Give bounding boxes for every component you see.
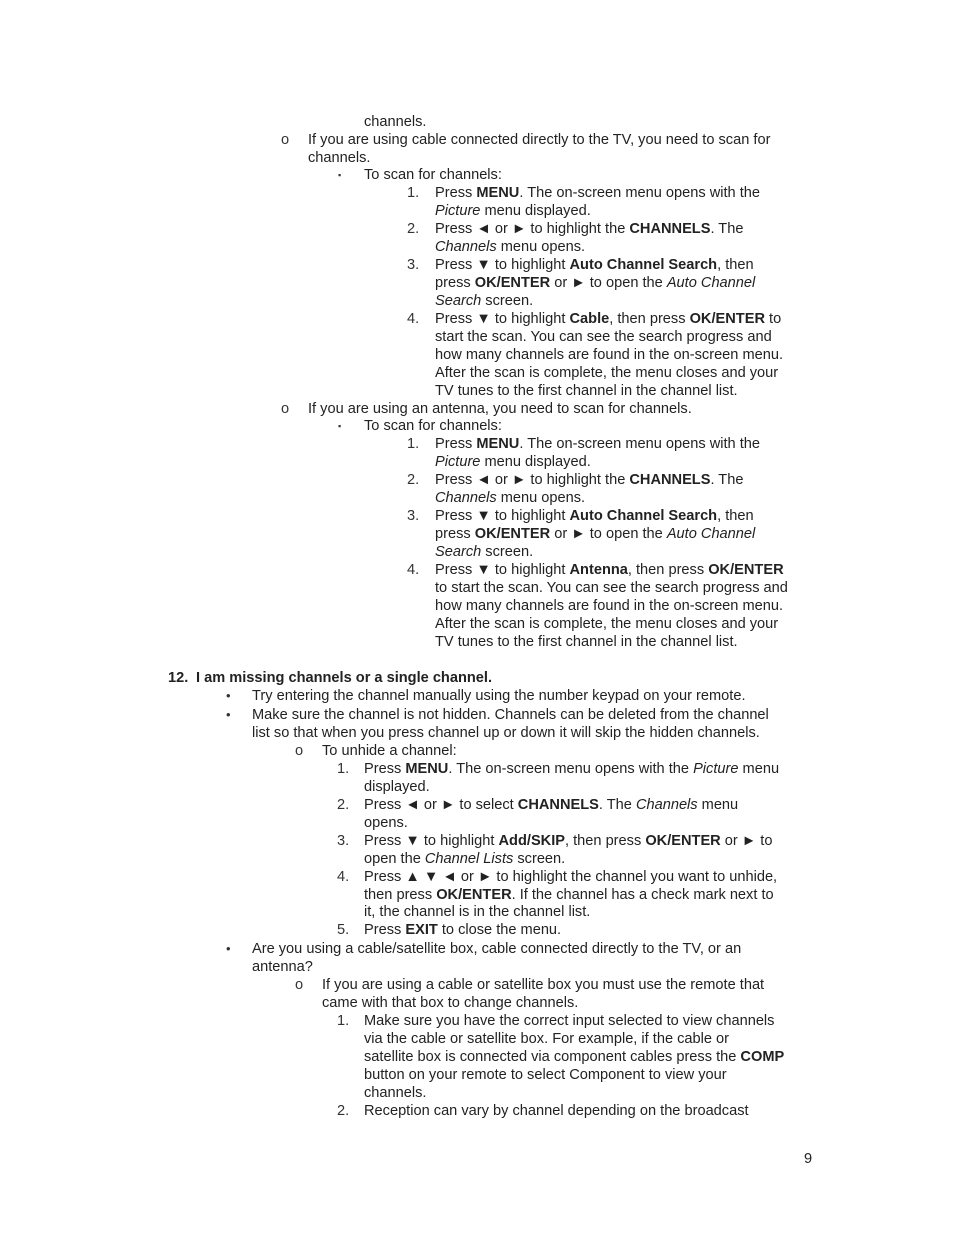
text: TV tunes to the first channel in the channel list.: [435, 383, 738, 399]
list-item-continuation: [0, 903, 954, 921]
text: If you are using an antenna, you need to scan for channels.: [308, 401, 692, 417]
square-bullet-icon: ▪: [338, 421, 342, 431]
text: channels.: [364, 1085, 427, 1101]
list-item-continuation: [0, 525, 954, 543]
text: it, the channel is in the channel list.: [364, 904, 591, 920]
list-number: 2.: [337, 797, 350, 813]
circle-bullet-icon: o: [281, 401, 290, 417]
list-number: 1.: [337, 761, 350, 777]
text: After the scan is complete, the menu closes and your: [435, 616, 779, 632]
list-item-continuation: [0, 328, 954, 346]
list-item-continuation: [0, 1048, 954, 1066]
list-number: 1.: [337, 1013, 350, 1029]
carry-over-line: [0, 113, 954, 131]
list-item: [0, 760, 954, 778]
section-heading: [0, 669, 954, 687]
list-item: [0, 868, 954, 886]
list-item-continuation: [0, 1084, 954, 1102]
bullet-icon: •: [226, 941, 231, 956]
text: To scan for channels:: [364, 418, 502, 434]
list-number: 3.: [407, 257, 420, 273]
list-number: 2.: [337, 1103, 350, 1119]
text: Try entering the channel manually using the number keypad on your remote.: [252, 688, 746, 704]
text: press OK/ENTER or ► to open the Auto Channel: [435, 526, 756, 542]
text: Press ◄ or ► to highlight the CHANNELS. The: [435, 472, 744, 488]
text: Press ◄ or ► to highlight the CHANNELS. The: [435, 221, 744, 237]
list-item: [0, 561, 954, 579]
list-item: [0, 220, 954, 238]
text: opens.: [364, 815, 408, 831]
square-bullet-icon: ▪: [338, 170, 342, 180]
list-item: [0, 166, 954, 184]
text: If you are using a cable or satellite box you must use the remote that: [322, 977, 765, 993]
list-item-continuation: [0, 597, 954, 615]
list-item-continuation: [0, 292, 954, 310]
list-item: [0, 832, 954, 850]
list-item: [0, 310, 954, 328]
page-number: 9: [804, 1151, 813, 1167]
list-number: 4.: [407, 311, 420, 327]
list-item: [0, 435, 954, 453]
circle-bullet-icon: o: [295, 743, 304, 759]
text: open the Channel Lists screen.: [364, 851, 566, 867]
text: Press ▼ to highlight Cable, then press OK/ENTER to: [435, 311, 782, 327]
list-item: [0, 921, 954, 939]
list-item: [0, 417, 954, 435]
text: Press ▲ ▼ ◄ or ► to highlight the channel you want to unhide,: [364, 869, 778, 885]
list-item-continuation: [0, 579, 954, 597]
list-number: 1.: [407, 436, 420, 452]
text: TV tunes to the first channel in the channel list.: [435, 634, 738, 650]
text: Press ▼ to highlight Auto Channel Search, then: [435, 257, 754, 273]
list-number: 3.: [337, 833, 350, 849]
list-item-continuation: [0, 238, 954, 256]
text: channels.: [364, 114, 427, 130]
list-item: [0, 131, 954, 149]
text: Press ◄ or ► to select CHANNELS. The Channels menu: [364, 797, 739, 813]
list-item-continuation: [0, 202, 954, 220]
list-number: 2.: [407, 221, 420, 237]
list-item: [0, 1012, 954, 1030]
text: Press MENU. The on-screen menu opens with the Picture menu: [364, 761, 780, 777]
text: displayed.: [364, 779, 430, 795]
list-item-continuation: [0, 633, 954, 651]
text: Picture menu displayed.: [435, 203, 591, 219]
text: came with that box to change channels.: [322, 995, 579, 1011]
text: Make sure the channel is not hidden. Channels can be deleted from the channel: [252, 707, 769, 723]
list-item: [0, 184, 954, 202]
list-item-continuation: [0, 994, 954, 1012]
text: channels.: [308, 150, 371, 166]
circle-bullet-icon: o: [295, 977, 304, 993]
text: how many channels are found in the on-screen menu.: [435, 598, 784, 614]
list-item: [0, 976, 954, 994]
list-item-continuation: [0, 850, 954, 868]
list-item: [0, 687, 954, 705]
list-item-continuation: [0, 543, 954, 561]
text: Picture menu displayed.: [435, 454, 591, 470]
text: satellite box is connected via component cables press the COMP: [364, 1049, 785, 1065]
text: Press MENU. The on-screen menu opens with the: [435, 436, 761, 452]
list-item: [0, 742, 954, 760]
text: To scan for channels:: [364, 167, 502, 183]
list-item-continuation: [0, 149, 954, 167]
list-item-continuation: [0, 274, 954, 292]
list-item-continuation: [0, 453, 954, 471]
list-item: [0, 940, 954, 958]
list-number: 4.: [337, 869, 350, 885]
section-title: I am missing channels or a single channel.: [196, 670, 493, 686]
text: Are you using a cable/satellite box, cable connected directly to the TV, or an: [252, 941, 742, 957]
text: Channels menu opens.: [435, 239, 586, 255]
text: press OK/ENTER or ► to open the Auto Channel: [435, 275, 756, 291]
text: After the scan is complete, the menu closes and your: [435, 365, 779, 381]
text: via the cable or satellite box. For example, if the cable or: [364, 1031, 730, 1047]
list-item-continuation: [0, 1066, 954, 1084]
text: Channels menu opens.: [435, 490, 586, 506]
list-item-continuation: [0, 778, 954, 796]
list-item-continuation: [0, 886, 954, 904]
text: Press ▼ to highlight Add/SKIP, then press OK/ENTER or ► to: [364, 833, 773, 849]
text: Make sure you have the correct input selected to view channels: [364, 1013, 775, 1029]
text: Search screen.: [435, 544, 534, 560]
list-item: [0, 507, 954, 525]
list-item: [0, 796, 954, 814]
list-item-continuation: [0, 615, 954, 633]
bullet-icon: •: [226, 707, 231, 722]
text: list so that when you press channel up or down it will skip the hidden channels.: [252, 725, 760, 741]
list-number: 1.: [407, 185, 420, 201]
text: If you are using cable connected directly to the TV, you need to scan for: [308, 132, 771, 148]
list-number: 4.: [407, 562, 420, 578]
list-item-continuation: [0, 1030, 954, 1048]
list-number: 2.: [407, 472, 420, 488]
text: then press OK/ENTER. If the channel has a check mark next to: [364, 887, 774, 903]
list-number: 5.: [337, 922, 350, 938]
text: how many channels are found in the on-screen menu.: [435, 347, 784, 363]
list-item: [0, 256, 954, 274]
text: Press EXIT to close the menu.: [364, 922, 562, 938]
bullet-icon: •: [226, 688, 231, 703]
text: button on your remote to select Component to view your: [364, 1067, 727, 1083]
text: antenna?: [252, 959, 313, 975]
text: to start the scan. You can see the search progress and: [435, 580, 788, 596]
list-item-continuation: [0, 346, 954, 364]
list-item: [0, 706, 954, 724]
list-number: 3.: [407, 508, 420, 524]
list-item: [0, 400, 954, 418]
list-item-continuation: [0, 814, 954, 832]
list-item-continuation: [0, 724, 954, 742]
text: start the scan. You can see the search progress and: [435, 329, 772, 345]
section-number: 12.: [168, 670, 189, 686]
text: Press ▼ to highlight Antenna, then press OK/ENTER: [435, 562, 784, 578]
list-item-continuation: [0, 958, 954, 976]
circle-bullet-icon: o: [281, 132, 290, 148]
list-item: [0, 471, 954, 489]
text: Reception can vary by channel depending on the broadcast: [364, 1103, 749, 1119]
text: Search screen.: [435, 293, 534, 309]
text: Press ▼ to highlight Auto Channel Search, then: [435, 508, 754, 524]
list-item-continuation: [0, 489, 954, 507]
text: Press MENU. The on-screen menu opens with the: [435, 185, 761, 201]
list-item: [0, 1102, 954, 1120]
list-item-continuation: [0, 382, 954, 400]
list-item-continuation: [0, 364, 954, 382]
text: To unhide a channel:: [322, 743, 457, 759]
